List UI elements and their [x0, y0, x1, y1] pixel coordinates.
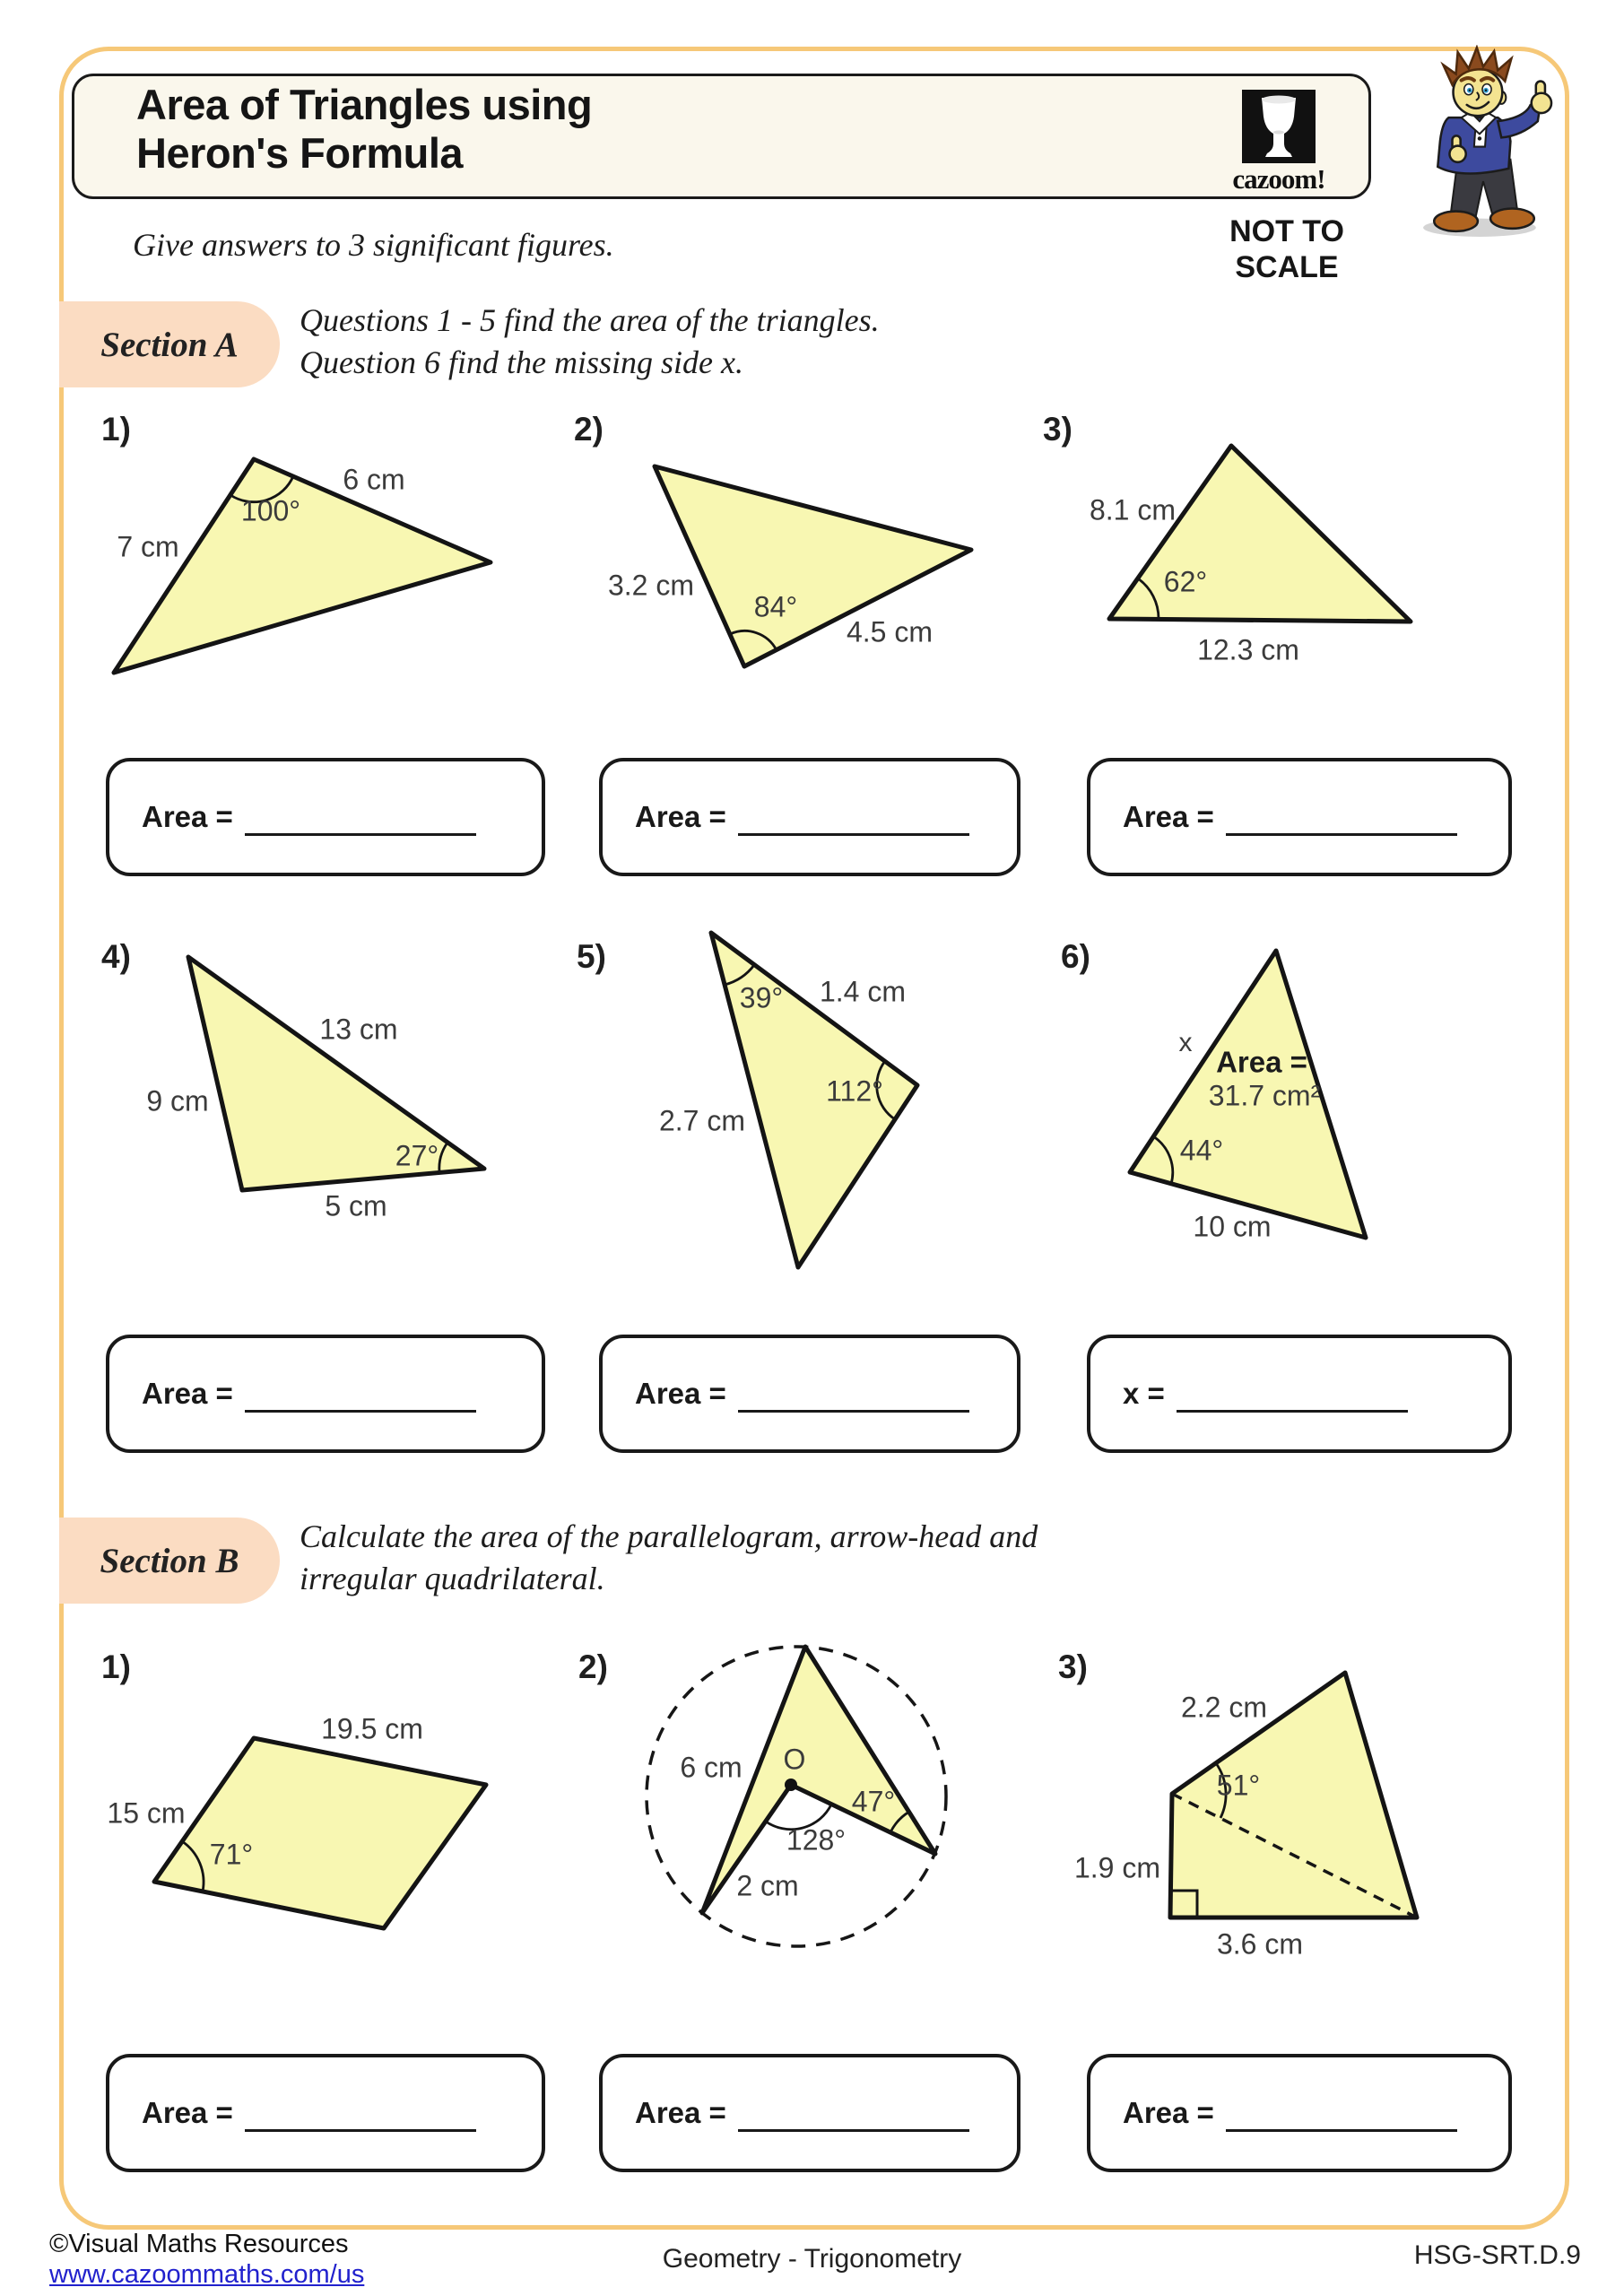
radius-label-b2-bottom: 2 cm	[736, 1869, 799, 1902]
footer-copyright: ©Visual Maths Resources	[49, 2230, 349, 2258]
triangle-a1	[114, 459, 491, 673]
answer-line-a3	[1226, 833, 1457, 836]
angle-label-a4: 27°	[395, 1139, 439, 1172]
not-to-scale-note: NOT TO SCALE	[1229, 214, 1344, 284]
side-label-b1-left: 15 cm	[107, 1796, 186, 1830]
figure-a2-triangle	[556, 422, 1058, 718]
angle-label-a2: 84°	[753, 590, 798, 623]
side-label-a5-top: 1.4 cm	[819, 975, 907, 1008]
angle-label-a5-right: 112°	[826, 1074, 883, 1108]
page-title-line2: Heron's Formula	[136, 129, 464, 177]
unknown-side-label-a6: x	[1178, 1027, 1193, 1057]
question-a5-number: 5)	[577, 938, 606, 975]
section-a-instructions: Questions 1 - 5 find the area of the triangles. Question 6 find the missing side x.	[300, 302, 880, 380]
figure-a6-triangle	[1058, 933, 1578, 1292]
question-b2-number: 2)	[578, 1648, 608, 1685]
angle-label-b1: 71°	[209, 1838, 254, 1871]
answer-line-a5	[738, 1410, 969, 1413]
question-a2-number: 2)	[574, 411, 604, 448]
question-b1-number: 1)	[101, 1648, 131, 1685]
parallelogram-b1	[154, 1738, 486, 1928]
radius-label-b2-left: 6 cm	[680, 1751, 743, 1784]
side-label-a4-left: 9 cm	[146, 1084, 209, 1118]
answer-box-a3	[1087, 758, 1512, 876]
angle-label-a5-top: 39°	[739, 981, 784, 1014]
answer-box-b1	[106, 2054, 545, 2172]
answer-label-a1: Area =	[142, 800, 233, 833]
angle-label-a3: 62°	[1163, 565, 1208, 598]
base-label-a6: 10 cm	[1193, 1210, 1272, 1243]
section-b-pill: Section B	[59, 1518, 280, 1604]
goblet-icon	[1242, 90, 1316, 163]
answer-box-a2	[599, 758, 1020, 876]
figure-b1-parallelogram	[72, 1668, 574, 1964]
base-label-b3: 3.6 cm	[1216, 1927, 1304, 1961]
triangle-a4	[188, 957, 484, 1190]
side-label-b3-left: 1.9 cm	[1073, 1851, 1161, 1884]
figure-a3-triangle	[1058, 422, 1578, 718]
area-value-a6: 31.7 cm²	[1208, 1079, 1321, 1112]
section-a-pill: Section A	[59, 301, 280, 387]
angle-label-a6: 44°	[1179, 1134, 1224, 1167]
footer-website-link[interactable]: www.cazoommaths.com/us	[49, 2260, 365, 2289]
section-b-instructions: Calculate the area of the parallelogram, arrow-head and irregular quadrilateral.	[300, 1518, 1038, 1596]
answer-box-a1	[106, 758, 545, 876]
figure-a5-triangle	[556, 928, 1058, 1292]
side-label-a4-top: 13 cm	[319, 1013, 398, 1046]
answer-line-b3	[1226, 2129, 1457, 2132]
angle-label-b3: 51°	[1216, 1769, 1261, 1802]
question-a6-number: 6)	[1061, 938, 1090, 975]
mascot-illustration	[1385, 45, 1583, 240]
answer-box-a5	[599, 1335, 1020, 1453]
answer-label-b2: Area =	[635, 2096, 726, 2129]
figure-b3-quadrilateral	[1058, 1641, 1578, 1964]
answer-label-a5: Area =	[635, 1377, 726, 1410]
side-label-a2-right: 4.5 cm	[846, 615, 934, 648]
side-label-a2-left: 3.2 cm	[607, 569, 695, 602]
answer-line-a6	[1177, 1410, 1408, 1413]
figure-a1-triangle	[72, 422, 574, 718]
answer-label-a3: Area =	[1123, 800, 1214, 833]
triangle-a3	[1109, 446, 1411, 622]
cazoom-logo	[1216, 90, 1342, 196]
answer-label-b1: Area =	[142, 2096, 233, 2129]
area-label-a6: Area =	[1216, 1045, 1307, 1079]
side-label-b1-top: 19.5 cm	[321, 1712, 423, 1745]
side-label-a3-left: 8.1 cm	[1089, 493, 1177, 526]
side-label-a1-left: 7 cm	[117, 530, 179, 563]
answer-box-a6	[1087, 1335, 1512, 1453]
answer-line-a2	[738, 833, 969, 836]
answer-box-b2	[599, 2054, 1020, 2172]
angle-label-b2-right: 47°	[851, 1785, 896, 1818]
footer-subject: Geometry - Trigonometry	[662, 2244, 962, 2274]
angle-label-b2-center: 128°	[786, 1823, 847, 1857]
answer-box-b3	[1087, 2054, 1512, 2172]
base-label-a3: 12.3 cm	[1197, 633, 1299, 666]
answer-box-a4	[106, 1335, 545, 1453]
answer-line-a4	[245, 1410, 476, 1413]
answer-line-a1	[245, 833, 476, 836]
page-title	[136, 81, 592, 178]
question-a1-number: 1)	[101, 411, 131, 448]
worksheet-instruction: Give answers to 3 significant figures.	[133, 227, 614, 263]
question-a3-number: 3)	[1043, 411, 1073, 448]
answer-label-a6: x =	[1123, 1377, 1165, 1410]
answer-label-a2: Area =	[635, 800, 726, 833]
logo-wordmark: cazoom!	[1232, 163, 1325, 195]
center-label-b2: O	[783, 1743, 806, 1776]
question-b3-number: 3)	[1058, 1648, 1088, 1685]
answer-label-b3: Area =	[1123, 2096, 1214, 2129]
figure-b2-arrowhead	[592, 1639, 1040, 1971]
answer-label-a4: Area =	[142, 1377, 233, 1410]
footer-standard-code: HSG-SRT.D.9	[1413, 2240, 1581, 2270]
side-label-a5-left: 2.7 cm	[658, 1104, 746, 1137]
page-title-line1: Area of Triangles using	[136, 81, 593, 128]
side-label-a1-right: 6 cm	[343, 463, 405, 496]
center-point-b2	[785, 1779, 797, 1791]
answer-line-b2	[738, 2129, 969, 2132]
side-label-b3-top: 2.2 cm	[1180, 1691, 1268, 1724]
question-a4-number: 4)	[101, 938, 131, 975]
answer-line-b1	[245, 2129, 476, 2132]
figure-a4-triangle	[72, 933, 574, 1229]
base-label-a4: 5 cm	[325, 1189, 387, 1222]
angle-label-a1: 100°	[240, 494, 301, 527]
